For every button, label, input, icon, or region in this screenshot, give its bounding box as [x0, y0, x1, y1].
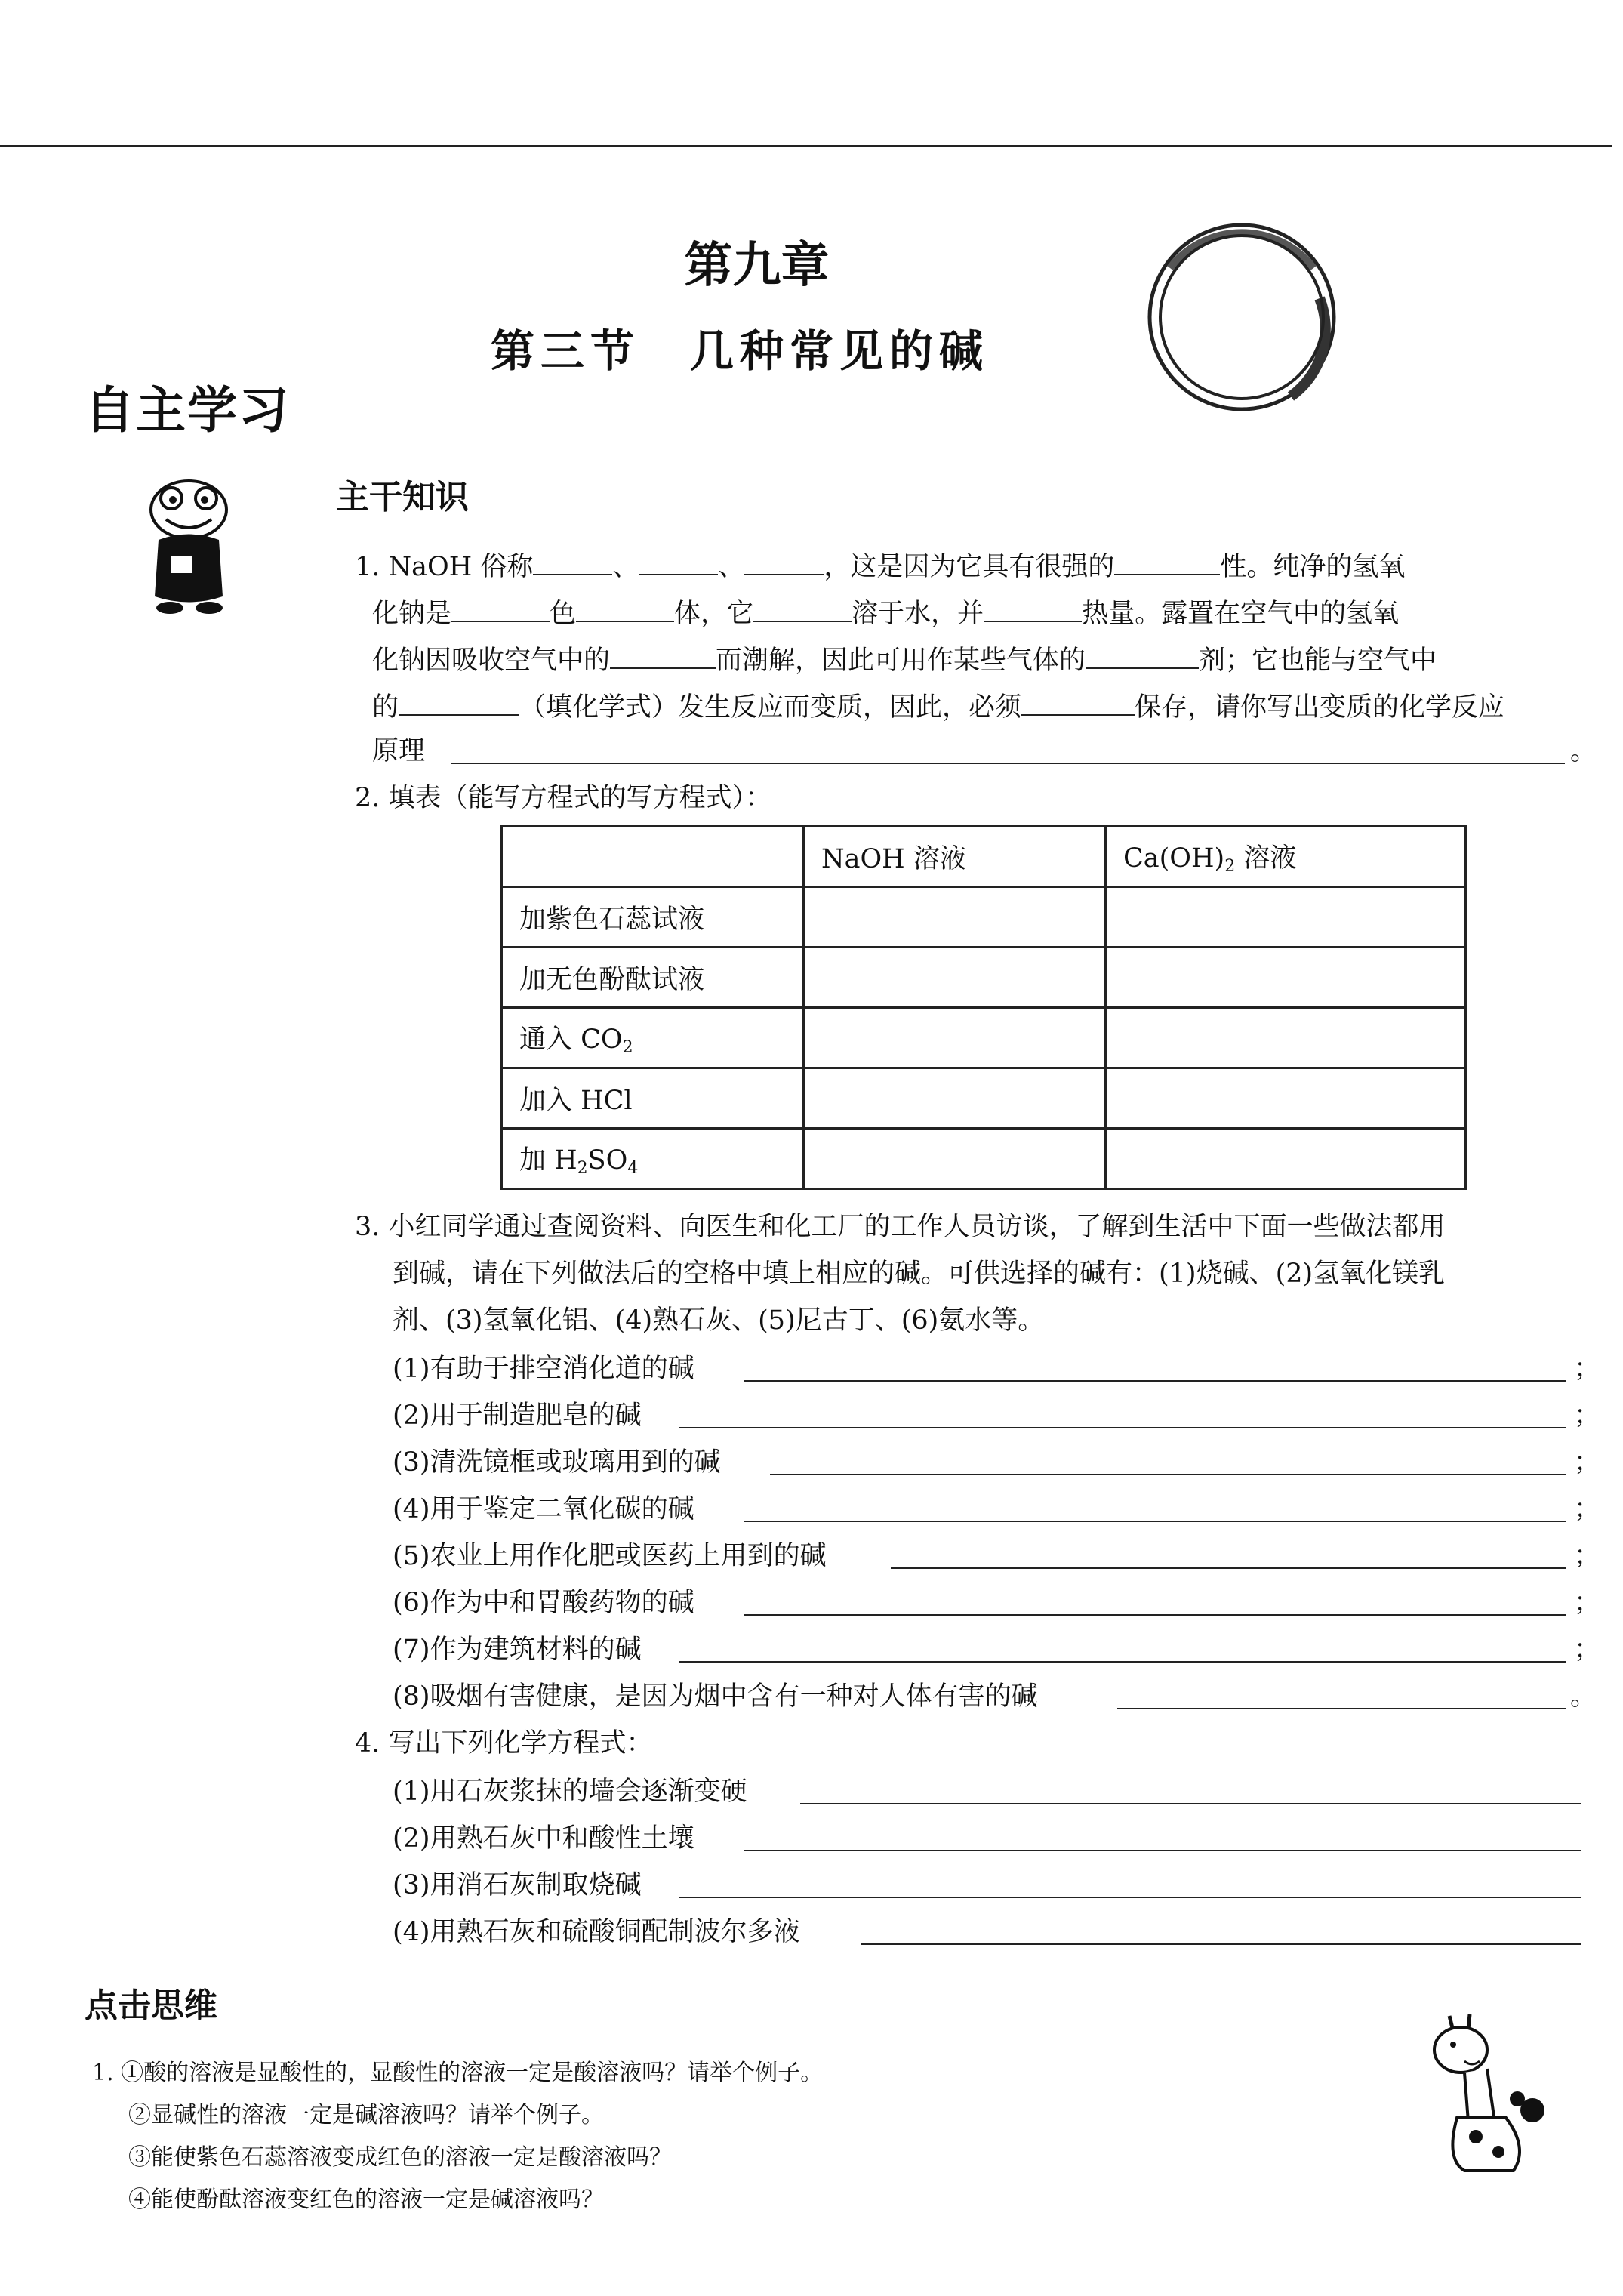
q1-blank[interactable]	[1086, 645, 1199, 669]
table-header-naoh: NaOH 溶液	[804, 827, 1106, 887]
q2-table	[500, 825, 1467, 1190]
table-row-label: 加 $H_2SO_4$	[502, 1129, 804, 1189]
q4-item: (4)用熟石灰和硫酸铜配制波尔多液	[393, 1917, 800, 1947]
q1-blank[interactable]	[1021, 692, 1135, 716]
answer-cell[interactable]	[804, 1008, 1106, 1068]
q3-semicolon: ；	[1574, 1447, 1601, 1478]
q3-semicolon: ；	[1574, 1494, 1601, 1524]
answer-cell[interactable]	[1106, 948, 1466, 1008]
q3-item: (6)作为中和胃酸药物的碱	[393, 1588, 694, 1618]
q3-answer-line[interactable]	[744, 1380, 1566, 1382]
q1-blank[interactable]	[753, 598, 852, 622]
q3-period: 。	[1570, 1681, 1597, 1712]
table-row-label: 加无色酚酞试液	[502, 948, 804, 1008]
q1-blank[interactable]	[639, 551, 718, 575]
q3-answer-line[interactable]	[744, 1614, 1566, 1616]
section-heading-main-knowledge: 主干知识	[336, 478, 469, 516]
q3-answer-line[interactable]	[679, 1661, 1566, 1663]
q4-answer-line[interactable]	[800, 1803, 1581, 1804]
thinking-q1d: ④能使酚酞溶液变红色的溶液一定是碱溶液吗？	[128, 2187, 604, 2213]
q3-item: (8)吸烟有害健康，是因为烟中含有一种对人体有害的碱	[393, 1681, 1038, 1712]
table-row	[502, 887, 1466, 948]
answer-cell[interactable]	[804, 1068, 1106, 1129]
chapter-title: 第九章	[684, 238, 830, 294]
q1-line5: 原理	[372, 736, 426, 766]
q2-intro: 2. 填表（能写方程式的写方程式）：	[355, 783, 772, 813]
section-heading-thinking: 点击思维	[85, 1986, 217, 2025]
q1-line4: 的 （填化学式）发生反应而变质，因此，必须 保存，请你写出变质的化学反应	[372, 692, 1505, 723]
q3-semicolon: ；	[1574, 1635, 1601, 1665]
q4-answer-line[interactable]	[679, 1897, 1581, 1898]
q1-blank[interactable]	[610, 645, 716, 669]
thinking-q1a: 1. ①酸的溶液是显酸性的，显酸性的溶液一定是酸溶液吗？请举个例子。	[92, 2060, 824, 2086]
q3-line1: 3. 小红同学通过查阅资料、向医生和化工厂的工作人员访谈，了解到生活中下面一些做法都用	[355, 1212, 1446, 1242]
q3-item: (7)作为建筑材料的碱	[393, 1635, 642, 1665]
q3-line2: 到碱，请在下列做法后的空格中填上相应的碱。可供选择的碱有：(1)烧碱、(2)氢氧化镁乳	[393, 1259, 1446, 1289]
answer-cell[interactable]	[804, 948, 1106, 1008]
q4-answer-line[interactable]	[744, 1850, 1581, 1851]
q3-line3: 剂、(3)氢氧化铝、(4)熟石灰、(5)尼古丁、(6)氨水等。	[393, 1305, 1045, 1336]
q1-line1: 1. NaOH 俗称 、 、 ，这是因为它具有很强的 性。纯净的氢氧	[355, 552, 1406, 582]
q4-intro: 4. 写出下列化学方程式：	[355, 1728, 653, 1758]
q3-answer-line[interactable]	[1117, 1708, 1566, 1709]
q1-end-mark: 。	[1570, 736, 1597, 766]
top-rule	[0, 145, 1612, 147]
q4-item: (3)用消石灰制取烧碱	[393, 1870, 642, 1900]
q1-line3: 化钠因吸收空气中的 而潮解，因此可用作某些气体的 剂；它也能与空气中	[372, 646, 1437, 676]
ring-decoration	[1140, 215, 1344, 419]
q1-answer-line[interactable]	[451, 763, 1565, 764]
q1-blank[interactable]	[984, 598, 1082, 622]
q3-item: (4)用于鉴定二氧化碳的碱	[393, 1494, 694, 1524]
q3-item: (3)清洗镜框或玻璃用到的碱	[393, 1447, 721, 1478]
q3-semicolon: ；	[1574, 1354, 1601, 1384]
answer-cell[interactable]	[804, 1129, 1106, 1189]
table-row-label: 加入 HCl	[502, 1068, 804, 1129]
q3-answer-line[interactable]	[891, 1567, 1566, 1569]
q3-item: (2)用于制造肥皂的碱	[393, 1401, 642, 1431]
thinking-q1b: ②显碱性的溶液一定是碱溶液吗？请举个例子。	[128, 2102, 604, 2128]
answer-cell[interactable]	[804, 887, 1106, 948]
q3-item: (5)农业上用作化肥或医药上用到的碱	[393, 1541, 827, 1571]
q4-item: (2)用熟石灰中和酸性土壤	[393, 1823, 694, 1854]
table-row	[502, 1008, 1466, 1068]
section-title: 第三节 几种常见的碱	[491, 325, 990, 377]
table-header-caoh2: $Ca(OH)_2$ 溶液	[1106, 827, 1466, 887]
answer-cell[interactable]	[1106, 1008, 1466, 1068]
q1-blank[interactable]	[744, 551, 824, 575]
q1-line2: 化钠是 色 体，它 溶于水，并 热量。露置在空气中的氢氧	[372, 599, 1400, 629]
table-row	[502, 827, 1466, 887]
q3-answer-line[interactable]	[770, 1474, 1566, 1475]
q1-blank[interactable]	[399, 692, 519, 716]
q1-blank[interactable]	[576, 598, 674, 622]
q4-answer-line[interactable]	[861, 1943, 1581, 1945]
q3-semicolon: ；	[1574, 1588, 1601, 1618]
q3-answer-line[interactable]	[744, 1521, 1566, 1522]
table-row	[502, 1068, 1466, 1129]
table-row	[502, 1129, 1466, 1189]
q3-semicolon: ；	[1574, 1401, 1601, 1431]
giraffe-mascot-icon	[1423, 2008, 1551, 2182]
table-row-label: 通入 $CO_2$	[502, 1008, 804, 1068]
answer-cell[interactable]	[1106, 1068, 1466, 1129]
q3-semicolon: ；	[1574, 1541, 1601, 1571]
q1-blank[interactable]	[1114, 551, 1220, 575]
table-row	[502, 948, 1466, 1008]
q1-blank[interactable]	[451, 598, 550, 622]
table-corner-cell	[502, 827, 804, 887]
frog-mascot-icon	[140, 476, 238, 619]
thinking-q1c: ③能使紫色石蕊溶液变成红色的溶液一定是酸溶液吗？	[128, 2144, 672, 2171]
table-row-label: 加紫色石蕊试液	[502, 887, 804, 948]
answer-cell[interactable]	[1106, 1129, 1466, 1189]
q3-item: (1)有助于排空消化道的碱	[393, 1354, 694, 1384]
block-title-self-study: 自主学习	[85, 381, 290, 439]
q1-blank[interactable]	[533, 551, 612, 575]
q3-answer-line[interactable]	[679, 1427, 1566, 1428]
q4-item: (1)用石灰浆抹的墙会逐渐变硬	[393, 1777, 747, 1807]
answer-cell[interactable]	[1106, 887, 1466, 948]
